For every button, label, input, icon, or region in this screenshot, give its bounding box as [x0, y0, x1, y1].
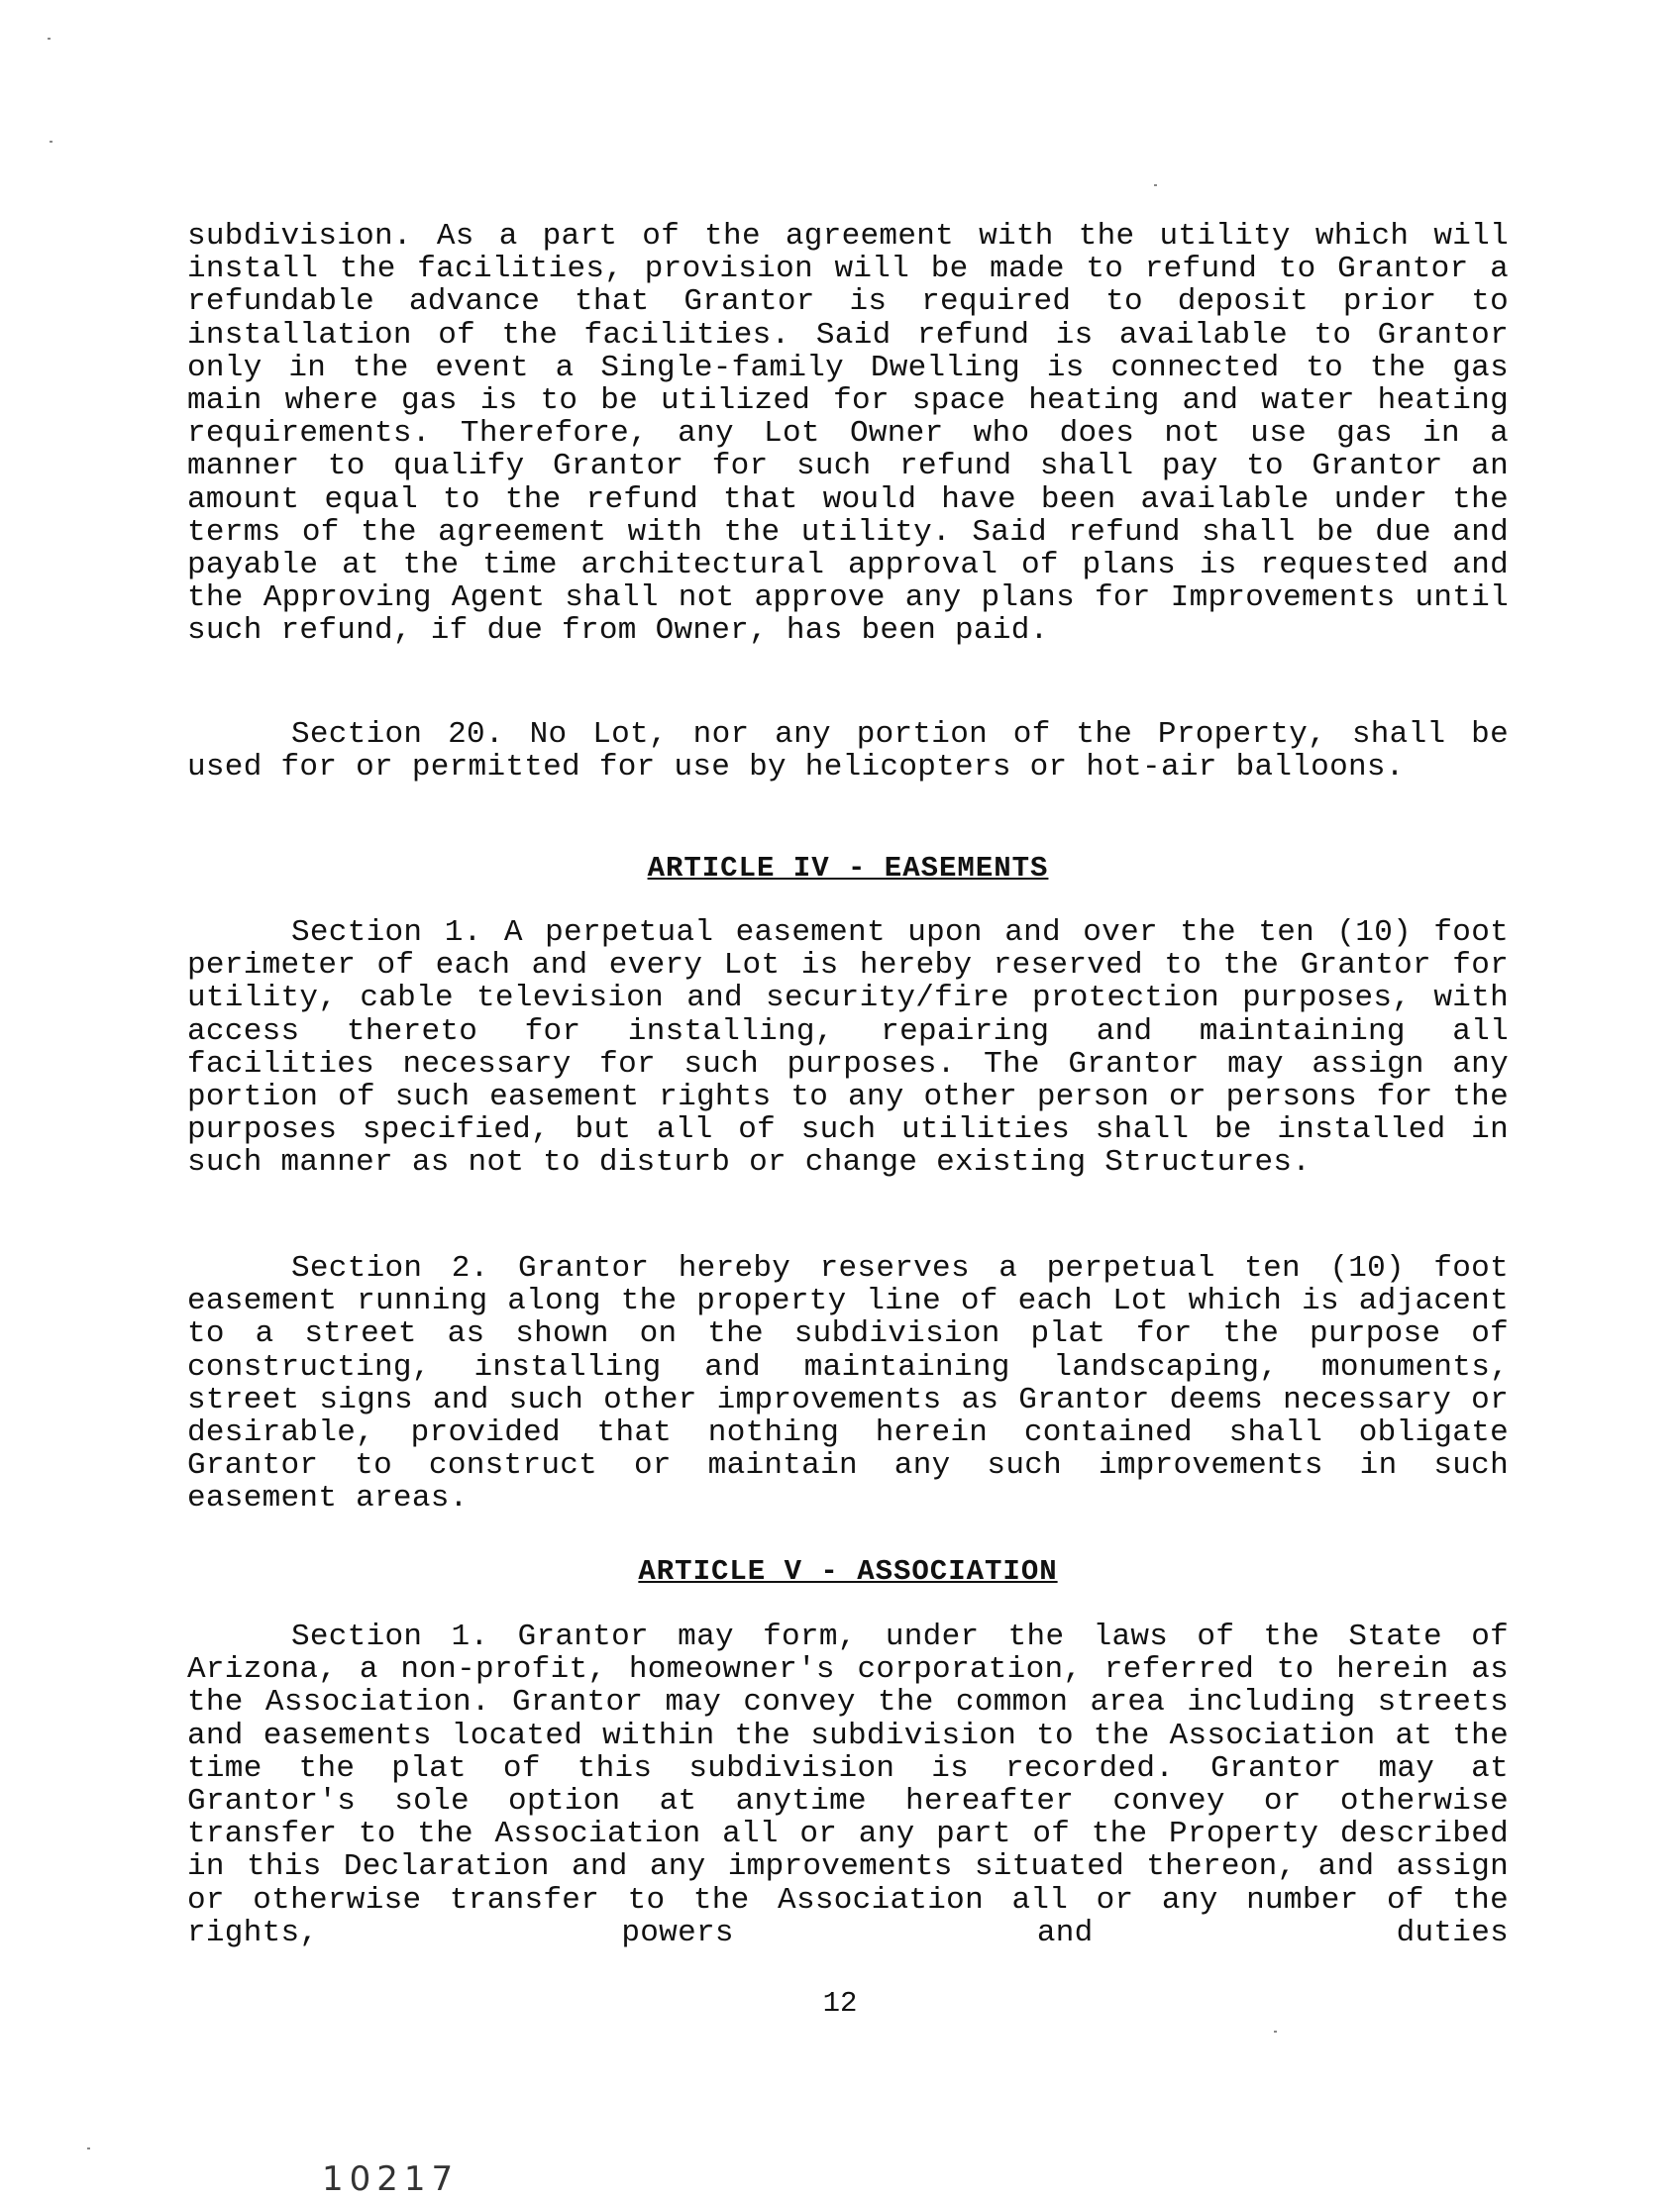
- document-stamp-mark: 10217: [322, 2159, 460, 2199]
- scan-speck: [48, 38, 51, 40]
- scan-speck: [1154, 184, 1157, 186]
- heading-article-iv: ARTICLE IV - EASEMENTS: [647, 852, 1049, 885]
- scan-speck: [1274, 2031, 1277, 2033]
- paragraph-section-20: Section 20. No Lot, nor any portion of the Property, shall be used for or permitted for use by helicopters or hot-air balloons.: [187, 717, 1509, 785]
- page-number: 12: [822, 1987, 858, 2020]
- paragraph-refund-provision: subdivision. As a part of the agreement with the utility which will install the facilities, provision will be made to refund to Grantor a refundable advance that Grantor is required to deposit prior to installation of the facilities. Said refund is available to Grantor only in the event a Single-family Dwelling is connected to the gas main where gas is to be utilized for space heating and water heating requirements. Therefore, any Lot Owner who does not use gas in a manner to qualify Grantor for such refund shall pay to Grantor an amount equal to the refund that would have been available under the terms of the agreement with the utility. Said refund shall be due and payable at the time architectural approval of plans is requested and the Approving Agent shall not approve any plans for Improvements until such refund, if due from Owner, has been paid.: [187, 219, 1509, 649]
- scan-speck: [87, 2147, 90, 2149]
- paragraph-article-v-section-1: Section 1. Grantor may form, under the laws of the State of Arizona, a non-profit, homeowner's corporation, referred to herein as the Association. Grantor may convey the common area including streets and easements located within the subdivision to the Association at the time the plat of this subdivision is recorded. Grantor may at Grantor's sole option at anytime hereafter convey or otherwise transfer to the Association all or any part of the Property described in this Declaration and any improvements situated thereon, and assign or otherwise transfer to the Association all or any number of the rights, powers and duties: [187, 1620, 1509, 1950]
- heading-article-v: ARTICLE V - ASSOCIATION: [638, 1555, 1058, 1588]
- scan-speck: [50, 141, 52, 143]
- paragraph-article-iv-section-1: Section 1. A perpetual easement upon and over the ten (10) foot perimeter of each and every Lot is hereby reserved to the Grantor for utility, cable television and security/fire protection purposes, with access thereto for installing, repairing and maintaining all facilities necessary for such purposes. The Grantor may assign any portion of such easement rights to any other person or persons for the purposes specified, but all of such utilities shall be installed in such manner as not to disturb or change existing Structures.: [187, 915, 1509, 1181]
- paragraph-article-iv-section-2: Section 2. Grantor hereby reserves a perpetual ten (10) foot easement running along the property line of each Lot which is adjacent to a street as shown on the subdivision plat for the purpose of constructing, installing and maintaining landscaping, monuments, street signs and such other improvements as Grantor deems necessary or desirable, provided that nothing herein contained shall obligate Grantor to construct or maintain any such improvements in such easement areas.: [187, 1251, 1509, 1517]
